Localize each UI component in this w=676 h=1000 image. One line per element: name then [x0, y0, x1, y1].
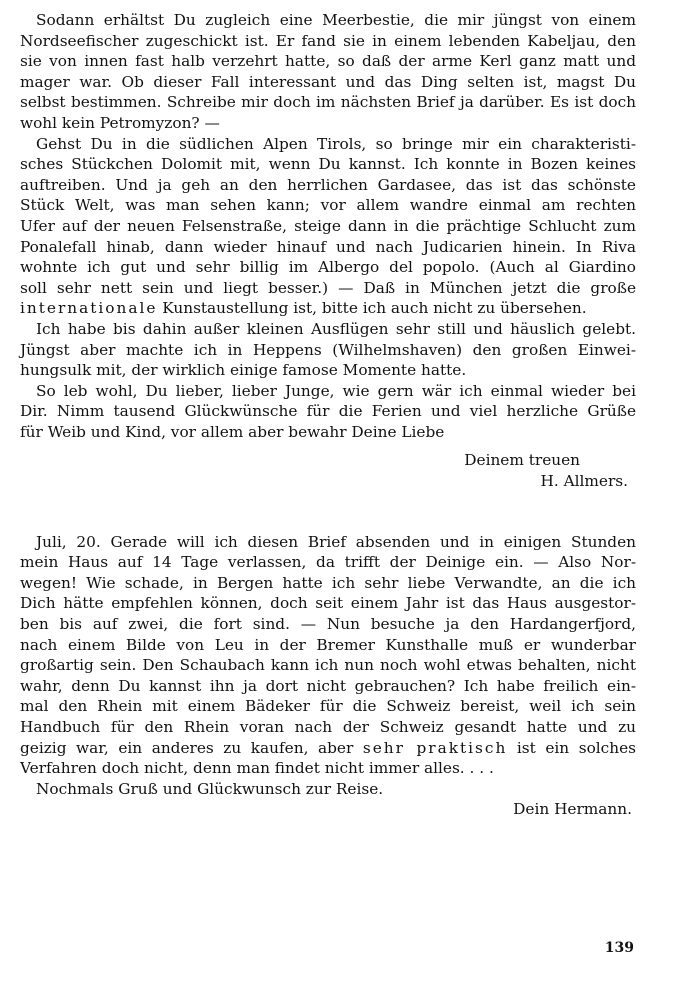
- text-line: So leb wohl, Du lieber, lieber Junge, wie gern wär ich einmal wieder bei: [36, 381, 636, 400]
- text-span: ist ein solches: [507, 738, 636, 757]
- paragraph-1: [20, 10, 636, 134]
- text-line: Dir. Nimm tausend Glückwünsche für die Ferien und viel herzliche Grüße: [20, 402, 636, 421]
- text-line: Juli, 20. Gerade will ich diesen Brief absenden und in einigen Stunden: [36, 532, 636, 551]
- text-line: für Weib und Kind, vor allem aber bewahr Deine Liebe: [20, 422, 445, 441]
- text-line: Gehst Du in die südlichen Alpen Tirols, so bringe mir ein charakteristi-: [36, 134, 636, 153]
- text-line: Handbuch für den Rhein voran nach der Schweiz gesandt hatte und zu: [20, 718, 636, 736]
- text-line: ben bis auf zwei, die fort sind. — Nun besuche ja den Hardangerfjord,: [20, 615, 636, 634]
- text-line: mal den Rhein mit einem Bädeker für die Schweiz bereist, weil ich sein: [20, 697, 636, 716]
- text-line: soll sehr nett sein und liegt besser.) — Daß in München jetzt die große: [20, 278, 636, 297]
- text-line: mager war. Ob dieser Fall interessant und das Ding selten ist, magst Du: [20, 72, 636, 91]
- text-line: wohnte ich gut und sehr billig im Albergo del popolo. (Auch al Giardino: [20, 258, 636, 277]
- page-number: 139: [604, 940, 634, 956]
- text-line: sie von innen fast halb verzehrt hatte, so daß der arme Kerl ganz matt und: [20, 52, 636, 71]
- paragraph-3: [20, 319, 636, 381]
- letter-page: [20, 10, 636, 820]
- text-line: wahr, denn Du kannst ihn ja dort nicht gebrauchen? Ich habe freilich ein-: [20, 676, 636, 695]
- text-line: Jüngst aber machte ich in Heppens (Wilhelmshaven) den großen Einwei-: [20, 340, 636, 359]
- text-line: Nordseefischer zugeschickt ist. Er fand sie in einem lebenden Kabeljau, den: [20, 31, 636, 50]
- text-line: auftreiben. Und ja geh an den herrlichen Gardasee, das ist das schönste: [20, 175, 636, 194]
- text-line: Stück Welt, was man sehen kann; vor allem wandre einmal am rechten: [20, 196, 636, 215]
- paragraph-4: [20, 381, 636, 443]
- postscript: [20, 532, 636, 820]
- text-line: sches Stückchen Dolomit mit, wenn Du kannst. Ich konnte in Bozen keines: [20, 155, 636, 174]
- closing-salutation: Deinem treuen: [464, 451, 580, 470]
- text-line: [20, 298, 636, 319]
- text-line: mein Haus auf 14 Tage verlassen, da trifft der Deinige ein. — Also Nor-: [20, 553, 636, 572]
- postscript-signature: Dein Hermann.: [513, 800, 632, 819]
- spacer: [20, 492, 636, 532]
- text-line: Ponalefall hinab, dann wieder hinauf und nach Judicarien hinein. In Riva: [20, 237, 636, 256]
- text-line: hungsulk mit, der wirklich einige famose Momente hatte.: [20, 361, 467, 380]
- closing-signature: H. Allmers.: [540, 472, 628, 491]
- closing-block: [20, 450, 636, 491]
- text-line: Verfahren doch nicht, denn man findet nicht immer alles. . . .: [20, 759, 494, 778]
- text-line: Ich habe bis dahin außer kleinen Ausflügen sehr still und häuslich gelebt.: [36, 319, 636, 338]
- text-line: Nochmals Gruß und Glückwunsch zur Reise.: [36, 779, 384, 798]
- text-line: Ufer auf der neuen Felsenstraße, steige dann in die prächtige Schlucht zum: [20, 216, 636, 235]
- text-line: nach einem Bilde von Leu in der Bremer Kunsthalle muß er wunderbar: [20, 635, 636, 654]
- text-line: selbst bestimmen. Schreibe mir doch im nächsten Brief ja darüber. Es ist doch: [20, 93, 636, 112]
- spacer: [20, 442, 636, 450]
- text-line: [20, 738, 636, 759]
- text-line: wegen! Wie schade, in Bergen hatte ich sehr liebe Verwandte, an die ich: [20, 573, 636, 592]
- text-span: geizig war, ein anderes zu kaufen, aber: [20, 738, 363, 757]
- text-line: großartig sein. Den Schaubach kann ich nun noch wohl etwas behalten, nicht: [20, 656, 636, 675]
- emphasized-text: internationale: [20, 299, 158, 318]
- text-span: Kunstaustellung ist, bitte ich auch nicht zu übersehen.: [157, 299, 587, 318]
- emphasized-text: sehr praktisch: [362, 738, 508, 757]
- text-line: Dich hätte empfehlen können, doch seit einem Jahr ist das Haus ausgestor-: [20, 594, 636, 613]
- paragraph-2: [20, 134, 636, 319]
- text-line: Sodann erhältst Du zugleich eine Meerbestie, die mir jüngst von einem: [36, 11, 636, 29]
- text-line: wohl kein Petromyzon? —: [20, 113, 220, 132]
